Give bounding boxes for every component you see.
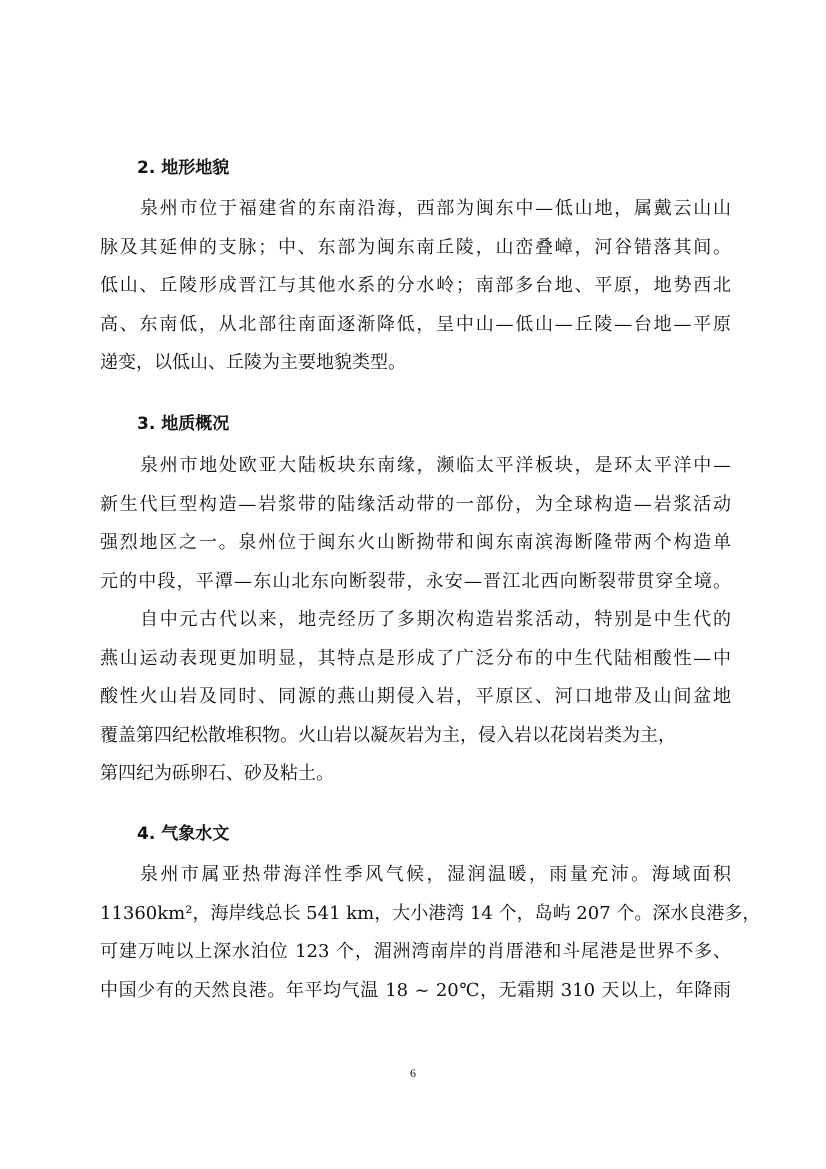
text-line: 泉州市位于福建省的东南沿海，西部为闽东中—低山地，属戴云山山 bbox=[140, 198, 731, 219]
text-line: 泉州市地处欧亚大陆板块东南缘，濒临太平洋板块，是环太平洋中— bbox=[140, 455, 731, 476]
text-line: 高、东南低，从北部往南面逐渐降低，呈中山—低山—丘陵—台地—平原 bbox=[100, 313, 731, 335]
text-line: 燕山运动表现更加明显，其特点是形成了广泛分布的中生代陆相酸性—中 bbox=[100, 647, 731, 669]
text-line: 元的中段，平潭—东山北东向断裂带，永安—晋江北西向断裂带贯穿全境。 bbox=[100, 570, 731, 592]
text-line: 低山、丘陵形成晋江与其他水系的分水岭；南部多台地、平原，地势西北 bbox=[100, 275, 731, 296]
paragraph bbox=[100, 601, 731, 794]
text-line: 酸性火山岩及同时、同源的燕山期侵入岩，平原区、河口地带及山间盆地 bbox=[100, 686, 731, 707]
text-line: 中国少有的天然良港。年平均气温 18 ~ 20℃，无霜期 310 天以上，年降雨 bbox=[100, 979, 731, 1001]
paragraph bbox=[100, 856, 761, 1010]
page-number: 6 bbox=[410, 1066, 416, 1080]
text-line: 递变，以低山、丘陵为主要地貌类型。 bbox=[100, 352, 406, 373]
text-line: 11360km²，海岸线总长 541 km，大小港湾 14 个，岛屿 207 个。深水良港多， bbox=[100, 902, 761, 924]
text-line: 脉及其延伸的支脉；中、东部为闽东南丘陵，山峦叠嶂，河谷错落其间。 bbox=[100, 236, 731, 258]
section-heading: 3. 地质概况 bbox=[137, 414, 230, 434]
paragraph bbox=[100, 190, 731, 383]
text-line: 可建万吨以上深水泊位 123 个，湄洲湾南岸的肖厝港和斗尾港是世界不多、 bbox=[100, 941, 731, 962]
section-heading: 2. 地形地貌 bbox=[137, 158, 230, 178]
text-line: 第四纪为砾卵石、砂及粘土。 bbox=[100, 763, 334, 784]
text-line: 强烈地区之一。泉州位于闽东火山断拗带和闽东南滨海断隆带两个构造单 bbox=[100, 532, 731, 553]
paragraph bbox=[100, 447, 731, 601]
text-line: 覆盖第四纪松散堆积物。火山岩以凝灰岩为主，侵入岩以花岗岩类为主， bbox=[100, 724, 676, 746]
text-line: 新生代巨型构造—岩浆带的陆缘活动带的一部份，为全球构造—岩浆活动 bbox=[100, 493, 731, 515]
section-heading: 4. 气象水文 bbox=[137, 824, 230, 844]
text-line: 泉州市属亚热带海洋性季风气候，湿润温暖，雨量充沛。海域面积 bbox=[140, 864, 731, 885]
text-line: 自中元古代以来，地壳经历了多期次构造岩浆活动，特别是中生代的 bbox=[140, 609, 731, 630]
